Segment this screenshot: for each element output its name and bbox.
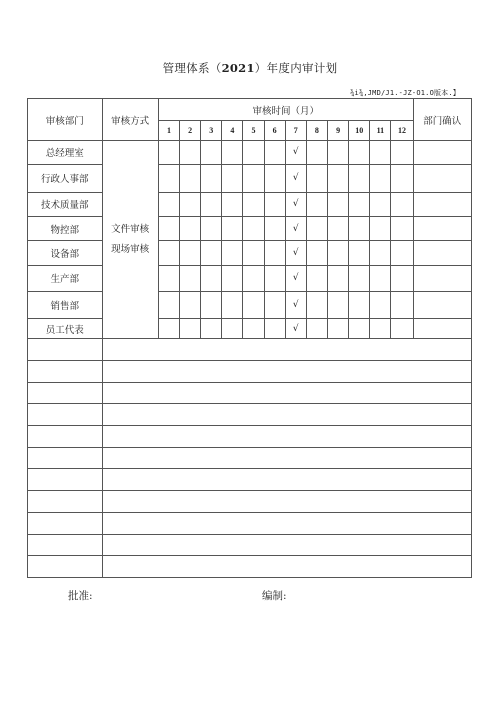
department-name: 总经理室 xyxy=(28,141,103,164)
empty-row xyxy=(28,360,472,382)
month-cell xyxy=(306,241,327,265)
empty-row xyxy=(28,512,472,534)
empty-cell xyxy=(28,534,103,556)
month-cell xyxy=(328,265,349,291)
month-cell xyxy=(306,265,327,291)
month-header-12: 12 xyxy=(391,121,413,141)
empty-cell xyxy=(28,491,103,513)
month-header-5: 5 xyxy=(243,121,264,141)
month-cell xyxy=(201,192,222,216)
month-cell xyxy=(180,291,201,318)
title-prefix: 管理体系（ xyxy=(162,61,222,75)
month-header-2: 2 xyxy=(180,121,201,141)
month-cell xyxy=(201,164,222,192)
check-mark: √ xyxy=(285,192,306,216)
confirm-cell xyxy=(413,141,471,164)
confirm-cell xyxy=(413,241,471,265)
empty-cell xyxy=(28,512,103,534)
month-cell xyxy=(222,217,243,241)
month-header-1: 1 xyxy=(158,121,179,141)
month-cell xyxy=(328,318,349,338)
empty-row xyxy=(28,404,472,426)
month-cell xyxy=(370,241,391,265)
audit-method-line: 现场审核 xyxy=(111,243,150,255)
empty-cell xyxy=(102,339,472,361)
month-cell xyxy=(264,141,285,164)
month-cell xyxy=(328,241,349,265)
month-cell xyxy=(349,291,370,318)
month-cell xyxy=(201,217,222,241)
empty-row xyxy=(28,491,472,513)
month-cell xyxy=(370,265,391,291)
empty-cell xyxy=(102,425,472,447)
month-cell xyxy=(243,217,264,241)
check-mark: √ xyxy=(285,291,306,318)
month-cell xyxy=(264,265,285,291)
empty-cell xyxy=(28,339,103,361)
department-name: 技术质量部 xyxy=(28,192,103,216)
month-cell xyxy=(328,164,349,192)
month-cell xyxy=(158,241,179,265)
department-row xyxy=(28,265,472,291)
month-cell xyxy=(370,192,391,216)
month-cell xyxy=(391,217,413,241)
month-cell xyxy=(201,265,222,291)
month-cell xyxy=(222,291,243,318)
empty-row xyxy=(28,425,472,447)
check-mark: √ xyxy=(285,318,306,338)
empty-cell xyxy=(102,447,472,469)
month-cell xyxy=(180,141,201,164)
empty-cell xyxy=(28,382,103,404)
month-header-8: 8 xyxy=(306,121,327,141)
empty-cell xyxy=(102,469,472,491)
audit-method-cell xyxy=(102,141,158,339)
month-cell xyxy=(391,141,413,164)
header-department: 审核部门 xyxy=(28,99,103,141)
empty-cell xyxy=(28,425,103,447)
confirm-cell xyxy=(413,318,471,338)
month-cell xyxy=(349,318,370,338)
month-cell xyxy=(180,192,201,216)
month-cell xyxy=(243,192,264,216)
month-cell xyxy=(370,164,391,192)
department-row xyxy=(28,141,472,164)
department-name: 物控部 xyxy=(28,217,103,241)
month-cell xyxy=(370,141,391,164)
month-cell xyxy=(349,241,370,265)
month-cell xyxy=(222,241,243,265)
header-confirm: 部门确认 xyxy=(413,99,471,141)
empty-cell xyxy=(102,404,472,426)
month-cell xyxy=(370,217,391,241)
month-header-7: 7 xyxy=(285,121,306,141)
month-cell xyxy=(243,265,264,291)
month-cell xyxy=(201,318,222,338)
document-title xyxy=(0,60,500,76)
month-cell xyxy=(201,291,222,318)
month-cell xyxy=(264,164,285,192)
approve-label: 批准: xyxy=(68,590,93,602)
month-cell xyxy=(391,241,413,265)
month-cell xyxy=(349,217,370,241)
empty-cell xyxy=(102,534,472,556)
confirm-cell xyxy=(413,265,471,291)
check-mark: √ xyxy=(285,265,306,291)
header-method: 审核方式 xyxy=(102,99,158,141)
empty-row xyxy=(28,556,472,578)
empty-cell xyxy=(102,512,472,534)
month-cell xyxy=(222,164,243,192)
document-number: ¾i¾,JMD/J1.-JZ-O1.O版本.】 xyxy=(350,89,460,97)
month-cell xyxy=(222,318,243,338)
month-header-3: 3 xyxy=(201,121,222,141)
month-cell xyxy=(158,318,179,338)
department-row xyxy=(28,318,472,338)
title-suffix: ）年度内审计划 xyxy=(254,61,338,75)
empty-cell xyxy=(28,556,103,578)
empty-cell xyxy=(102,491,472,513)
month-cell xyxy=(264,291,285,318)
month-cell xyxy=(349,265,370,291)
month-cell xyxy=(391,265,413,291)
month-cell xyxy=(328,141,349,164)
department-row xyxy=(28,241,472,265)
department-row xyxy=(28,291,472,318)
check-mark: √ xyxy=(285,217,306,241)
empty-row xyxy=(28,469,472,491)
month-cell xyxy=(349,164,370,192)
month-cell xyxy=(328,291,349,318)
month-cell xyxy=(349,192,370,216)
month-header-6: 6 xyxy=(264,121,285,141)
title-year: 2021 xyxy=(221,61,255,75)
empty-cell xyxy=(102,382,472,404)
month-cell xyxy=(391,318,413,338)
header-audit-time: 审核时间（月） xyxy=(158,99,413,121)
month-cell xyxy=(180,164,201,192)
audit-method-line: 文件审核 xyxy=(111,223,150,235)
empty-cell xyxy=(28,404,103,426)
check-mark: √ xyxy=(285,164,306,192)
month-cell xyxy=(328,217,349,241)
month-cell xyxy=(222,141,243,164)
month-cell xyxy=(306,217,327,241)
month-cell xyxy=(391,164,413,192)
month-cell xyxy=(306,164,327,192)
month-cell xyxy=(243,318,264,338)
month-cell xyxy=(158,192,179,216)
empty-row xyxy=(28,339,472,361)
month-cell xyxy=(306,141,327,164)
month-header-9: 9 xyxy=(328,121,349,141)
month-cell xyxy=(180,217,201,241)
month-cell xyxy=(264,192,285,216)
month-cell xyxy=(264,241,285,265)
month-cell xyxy=(158,291,179,318)
month-cell xyxy=(180,265,201,291)
month-cell xyxy=(391,192,413,216)
confirm-cell xyxy=(413,164,471,192)
month-cell xyxy=(222,192,243,216)
month-cell xyxy=(243,241,264,265)
month-cell xyxy=(306,291,327,318)
month-cell xyxy=(391,291,413,318)
month-cell xyxy=(222,265,243,291)
empty-row xyxy=(28,447,472,469)
empty-cell xyxy=(28,447,103,469)
check-mark: √ xyxy=(285,141,306,164)
month-cell xyxy=(158,217,179,241)
month-cell xyxy=(328,192,349,216)
department-name: 行政人事部 xyxy=(28,164,103,192)
empty-cell xyxy=(102,360,472,382)
empty-cell xyxy=(102,556,472,578)
month-cell xyxy=(180,318,201,338)
department-name: 员工代表 xyxy=(28,318,103,338)
confirm-cell xyxy=(413,192,471,216)
month-header-4: 4 xyxy=(222,121,243,141)
department-row xyxy=(28,217,472,241)
month-cell xyxy=(370,318,391,338)
department-name: 设备部 xyxy=(28,241,103,265)
month-header-11: 11 xyxy=(370,121,391,141)
confirm-cell xyxy=(413,291,471,318)
month-cell xyxy=(158,164,179,192)
month-header-10: 10 xyxy=(349,121,370,141)
confirm-cell xyxy=(413,217,471,241)
month-cell xyxy=(306,318,327,338)
department-name: 生产部 xyxy=(28,265,103,291)
month-cell xyxy=(158,265,179,291)
department-row xyxy=(28,192,472,216)
month-cell xyxy=(306,192,327,216)
month-cell xyxy=(370,291,391,318)
month-cell xyxy=(349,141,370,164)
month-cell xyxy=(243,164,264,192)
month-cell xyxy=(264,318,285,338)
month-cell xyxy=(264,217,285,241)
audit-plan-table xyxy=(27,98,472,578)
empty-row xyxy=(28,382,472,404)
empty-row xyxy=(28,534,472,556)
department-name: 销售部 xyxy=(28,291,103,318)
month-cell xyxy=(243,141,264,164)
month-cell xyxy=(243,291,264,318)
check-mark: √ xyxy=(285,241,306,265)
department-row xyxy=(28,164,472,192)
month-cell xyxy=(201,241,222,265)
empty-cell xyxy=(28,469,103,491)
prepare-label: 编制: xyxy=(262,590,287,602)
month-cell xyxy=(180,241,201,265)
month-cell xyxy=(158,141,179,164)
header-row xyxy=(28,99,472,121)
month-cell xyxy=(201,141,222,164)
empty-cell xyxy=(28,360,103,382)
